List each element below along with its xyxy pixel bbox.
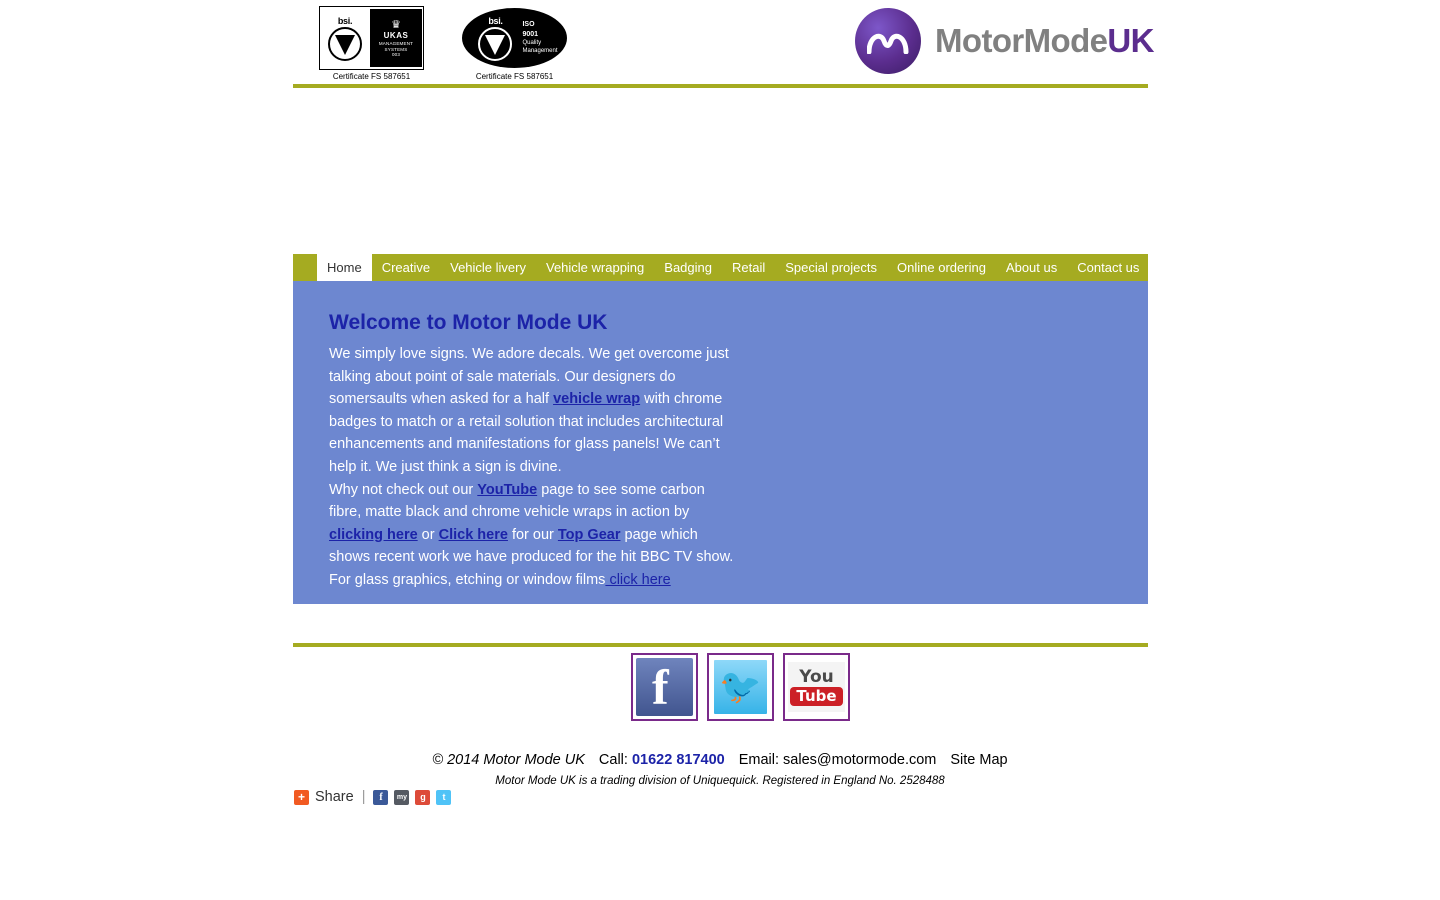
sitemap-link[interactable]: Site Map xyxy=(950,752,1008,768)
nav-item-special-projects[interactable]: Special projects xyxy=(785,260,878,275)
paragraph-3-text-1: For glass graphics, etching or window films xyxy=(329,571,606,588)
bsi-label: bsi. xyxy=(488,15,503,26)
iso-text-block xyxy=(522,20,557,55)
phone-number[interactable]: 01622 817400 xyxy=(631,752,725,768)
bsi-kitemark-icon xyxy=(471,9,519,67)
paragraph-2-text-3: or xyxy=(417,526,439,543)
share-separator: | xyxy=(361,789,366,805)
link-click-here[interactable]: Click here xyxy=(438,526,508,543)
ukas-block xyxy=(370,9,422,67)
nav-item-vehicle-wrapping[interactable]: Vehicle wrapping xyxy=(545,260,645,275)
site-logo[interactable] xyxy=(855,8,1154,74)
paragraph-2-text-5: page which shows recent work we have produced for the hit BBC TV show. xyxy=(329,526,734,566)
site-header xyxy=(0,0,1440,86)
addthis-icon[interactable]: + xyxy=(294,790,309,805)
paragraph-2-text-2: page to see some carbon fibre, matte black and chrome vehicle wraps in action by xyxy=(329,481,705,521)
brand-wordmark xyxy=(935,22,1154,60)
twitter-share-icon[interactable]: t xyxy=(436,790,451,805)
bsi-label: bsi. xyxy=(337,15,353,26)
ukas-name: UKAS xyxy=(383,31,409,41)
certificate-caption: Certificate FS 587651 xyxy=(332,72,411,81)
nav-item-badging[interactable]: Badging xyxy=(664,260,712,275)
paragraph-2-text-1: Why not check out our xyxy=(329,481,478,498)
iso-line-1: ISO xyxy=(522,21,535,29)
facebook-link[interactable] xyxy=(631,653,698,721)
ukas-line-3: 003 xyxy=(391,52,401,58)
share-label[interactable]: Share xyxy=(315,789,354,805)
nav-item-online-ordering[interactable]: Online ordering xyxy=(897,260,986,275)
ukas-line-1: MANAGEMENT xyxy=(378,41,414,47)
share-bar xyxy=(294,789,451,805)
certificate-bsi-ukas xyxy=(319,6,424,81)
page-title: Welcome to Motor Mode UK xyxy=(329,311,608,334)
youtube-icon xyxy=(788,662,845,712)
nav-item-retail[interactable]: Retail xyxy=(732,260,766,275)
intro-copy xyxy=(329,343,739,592)
iso-oval-badge xyxy=(462,8,567,68)
googleplus-share-icon[interactable]: g xyxy=(415,790,430,805)
email-label: Email: xyxy=(738,752,780,768)
certificate-caption: Certificate FS 587651 xyxy=(475,72,554,81)
email-address[interactable]: sales@motormode.com xyxy=(783,752,937,768)
copyright-text: © 2014 Motor Mode UK xyxy=(432,752,585,768)
iso-line-4: Management xyxy=(522,48,558,55)
iso-line-2: 9001 xyxy=(522,30,539,38)
youtube-link[interactable] xyxy=(783,653,850,721)
paragraph-1-text-2: with chrome badges to match or a retail solution that includes architectural enhancements and manifestations for glass panels! We can’t help it. We just think a sign is divine. xyxy=(329,391,724,475)
facebook-icon: f xyxy=(636,658,693,716)
link-glass-graphics-click-here[interactable]: click here xyxy=(605,571,671,588)
paragraph-2-text-4: for our xyxy=(507,526,558,543)
kitemark-shape-icon xyxy=(478,27,512,61)
twitter-icon: 🐦 xyxy=(712,658,769,716)
bsi-ukas-logo xyxy=(319,6,424,70)
paragraph-1-text-1: We simply love signs. We adore decals. We get overcome just talking about point of sale materials. Our designers do somersaults when asked for a half xyxy=(329,346,729,408)
main-navigation xyxy=(293,254,1148,281)
link-top-gear[interactable]: Top Gear xyxy=(557,526,621,543)
call-label: Call: xyxy=(598,752,628,768)
crown-icon: ♛ xyxy=(391,19,401,32)
footer-divider xyxy=(293,643,1148,647)
link-clicking-here[interactable]: clicking here xyxy=(329,526,418,543)
facebook-share-icon[interactable]: f xyxy=(373,790,388,805)
youtube-tube-text: Tube xyxy=(790,687,842,706)
main-content-panel xyxy=(293,281,1148,604)
ukas-line-2: SYSTEMS xyxy=(384,46,408,52)
iso-logo xyxy=(462,6,567,70)
nav-item-vehicle-livery[interactable]: Vehicle livery xyxy=(450,260,526,275)
nav-item-creative[interactable]: Creative xyxy=(381,260,431,275)
link-vehicle-wrap[interactable]: vehicle wrap xyxy=(553,391,641,408)
nav-item-home[interactable]: Home xyxy=(317,254,372,281)
kitemark-shape-icon xyxy=(328,27,362,61)
swoosh-shape-icon xyxy=(867,28,909,54)
nav-item-contact-us[interactable]: Contact us xyxy=(1077,260,1140,275)
header-divider xyxy=(293,84,1148,88)
bsi-kitemark-icon xyxy=(321,9,369,67)
myspace-share-icon[interactable]: my xyxy=(394,790,409,805)
legal-text: Motor Mode UK is a trading division of Uniquequick. Registered in England No. 2528488 xyxy=(495,775,945,787)
footer-info xyxy=(0,752,1440,768)
social-links xyxy=(631,653,850,721)
youtube-you-text: You xyxy=(799,666,834,687)
motormode-swoosh-icon xyxy=(855,8,921,74)
brand-name-primary: MotorMode xyxy=(935,22,1108,59)
iso-line-3: Quality xyxy=(522,40,542,47)
nav-item-about-us[interactable]: About us xyxy=(1005,260,1058,275)
certificate-iso-9001 xyxy=(462,6,567,81)
link-youtube[interactable]: YouTube xyxy=(477,481,538,498)
brand-name-suffix: UK xyxy=(1107,22,1154,59)
twitter-link[interactable] xyxy=(707,653,774,721)
